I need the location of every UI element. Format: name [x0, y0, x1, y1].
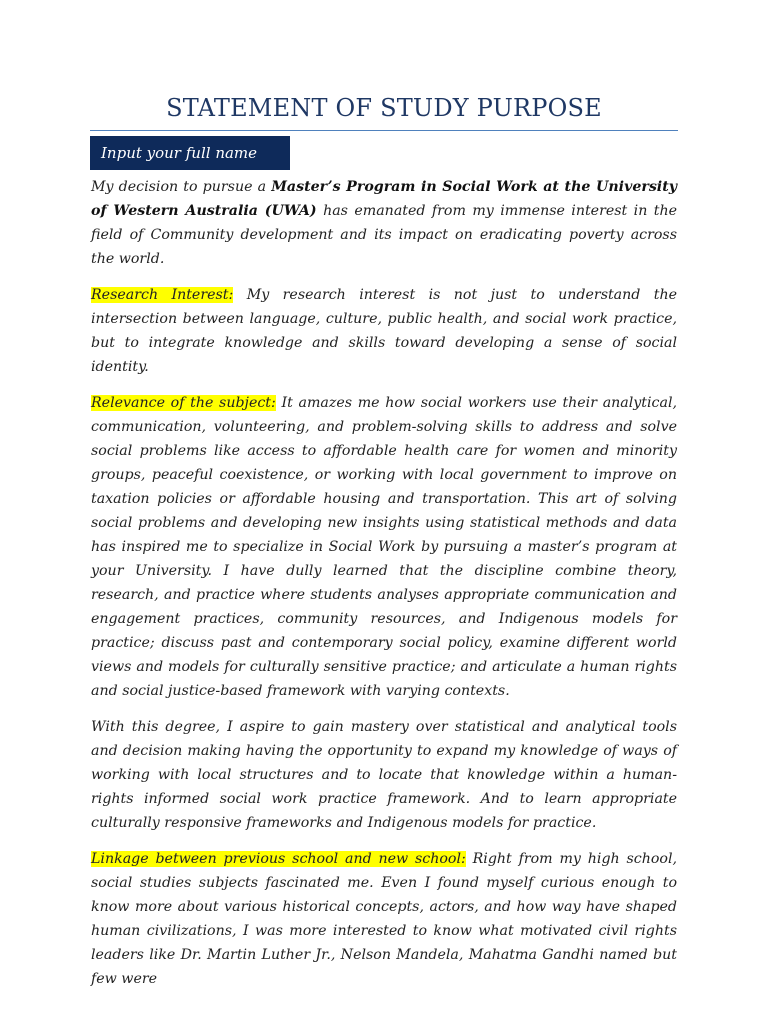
- paragraph-linkage: [91, 847, 677, 991]
- research-interest-text: My research interest is not just to understand the intersection between language, culture, public health, and social work practice, but to integrate knowledge and skills toward developing a sense of social identity.: [91, 287, 677, 375]
- linkage-heading: Linkage between previous school and new school:: [91, 851, 466, 867]
- relevance-heading: Relevance of the subject:: [91, 395, 276, 411]
- aspiration-text: With this degree, I aspire to gain mastery over statistical and analytical tools and decision making having the opportunity to expand my knowledge of ways of working with local structures and to locate that knowledge within a human-rights informed social work practice framework. And to learn appropriate culturally responsive frameworks and Indigenous models for practice.: [91, 719, 677, 831]
- research-interest-heading: Research Interest:: [91, 287, 234, 303]
- paragraph-relevance: [91, 391, 677, 703]
- relevance-text: It amazes me how social workers use their analytical, communication, volunteering, and problem-solving skills to address and solve social problems like access to affordable health care for women and minority groups, peaceful coexistence, or working with local government to improve on taxation policies or affordable housing and transportation. This art of solving social problems and developing new insights using statistical methods and data has inspired me to specialize in Social Work by pursuing a master’s program at your University. I have dully learned that the discipline combine theory, research, and practice where students analyses appropriate communication and engagement practices, community resources, and Indigenous models for practice; discuss past and contemporary social policy, examine different world views and models for culturally sensitive practice; and articulate a human rights and social justice-based framework with varying contexts.: [91, 395, 677, 699]
- paragraph-research-interest: [91, 283, 677, 379]
- paragraph-intro: [91, 175, 677, 271]
- statement-body: [91, 175, 677, 1003]
- title-divider: [90, 130, 678, 131]
- paragraph-aspiration: [91, 715, 677, 835]
- full-name-field[interactable]: Input your full name: [90, 136, 290, 170]
- intro-text: has emanated from my immense interest in the field of Community development and its impact on eradicating poverty across the world.: [91, 203, 678, 267]
- program-name: Master’s Program in Social Work at the University of Western Australia (UWA): [91, 179, 677, 219]
- document-title: STATEMENT OF STUDY PURPOSE: [166, 94, 602, 122]
- linkage-text: Right from my high school, social studies subjects fascinated me. Even I found myself curious enough to know more about various historical concepts, actors, and how way have shaped human civilizations, I was more interested to know what motivated civil rights leaders like Dr. Martin Luther Jr., Nelson Mandela, Mahatma Gandhi named but few were: [91, 851, 677, 987]
- intro-lead: My decision to pursue a: [91, 179, 272, 195]
